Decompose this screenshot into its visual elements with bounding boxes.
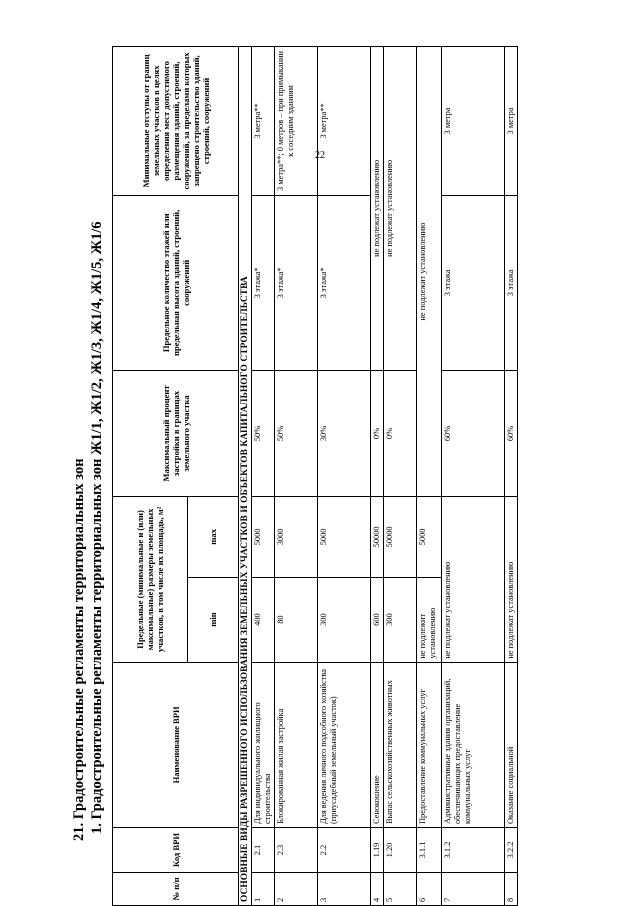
cell-min: 400: [252, 577, 275, 662]
cell-name: Административные здания организаций, обеспечивающих предоставление коммунальных услуг: [442, 662, 505, 827]
cell-setbacks: 3 метра**: [252, 47, 275, 196]
section-row: [239, 47, 252, 906]
cell-coverage: 30%: [318, 370, 371, 496]
cell-floors: 3 этажа*: [318, 195, 371, 370]
cell-num: 7: [442, 872, 505, 905]
header-min: min: [188, 577, 239, 662]
heading-sub: 1. Градостроительные регламенты территориальных зон Ж1/1, Ж1/2, Ж1/3, Ж1/4, Ж1/5, Ж1/6: [89, 221, 105, 834]
cell-minmax: не подлежат установлению: [442, 497, 505, 662]
cell-code: 1.19: [371, 828, 384, 873]
header-code: Код ВРИ: [113, 828, 239, 873]
section-title: ОСНОВНЫЕ ВИДЫ РАЗРЕШЕННОГО ИСПОЛЬЗОВАНИЯ ЗЕМЕЛЬНЫХ УЧАСТКОВ И ОБЪЕКТОВ КАПИТАЛЬНОГО СТРОИТЕЛЬСТВА: [239, 47, 252, 906]
cell-code: 3.1.1: [417, 828, 442, 873]
cell-coverage: 60%: [442, 370, 505, 496]
rotated-page-content: [70, 46, 570, 906]
cell-code: 3.2.2: [505, 828, 518, 873]
cell-code: 2.1: [252, 828, 275, 873]
cell-name: Выпас сельскохозяйственных животных: [384, 662, 417, 827]
table-row: [384, 47, 417, 906]
table-row: [318, 47, 371, 906]
heading-main: 21. Градостроительные регламенты территориальных зон: [71, 458, 87, 841]
cell-setbacks: 3 метра: [442, 47, 505, 196]
header-num: № п/п: [113, 872, 239, 905]
cell-floors: 3 этажа*: [275, 195, 318, 370]
cell-num: 8: [505, 872, 518, 905]
page-number: 22: [315, 150, 325, 161]
table-row: [505, 47, 518, 906]
cell-floors-setbacks: не подлежат установлению: [384, 47, 417, 371]
regulations-table: [112, 46, 518, 906]
cell-name: Сенокошение: [371, 662, 384, 827]
cell-max: 3000: [275, 497, 318, 577]
cell-max: 5000: [417, 497, 442, 577]
cell-name: Блокированная жилая застройка: [275, 662, 318, 827]
header-setbacks: Минимальные отступы от границ земельных участков в целях определения мест допустимого размещения зданий, строений, сооружений, за пределами которых запрещено строительство зданий, строений, сооружений: [113, 47, 239, 196]
cell-num: 1: [252, 872, 275, 905]
cell-code: 2.2: [318, 828, 371, 873]
cell-floors: 3 этажа: [442, 195, 505, 370]
cell-max: 5000: [252, 497, 275, 577]
cell-floors: 3 этажа: [505, 195, 518, 370]
cell-name: Для ведения личного подсобного хозяйства (приусадебный земельный участок): [318, 662, 371, 827]
cell-setbacks: 3 метра: [505, 47, 518, 196]
header-name: Наименование ВРИ: [113, 662, 239, 827]
cell-code: 2.3: [275, 828, 318, 873]
cell-min: 600: [371, 577, 384, 662]
cell-num: 4: [371, 872, 384, 905]
header-area: Предельные (минимальные и (или) максимальные) размеры земельных участков, в том числе их площадь, м²: [113, 497, 188, 662]
header-max: max: [188, 497, 239, 577]
cell-minmax: не подлежат установлению: [505, 497, 518, 662]
cell-coverage: 50%: [252, 370, 275, 496]
cell-floors-setbacks: не подлежат установлению: [371, 47, 384, 371]
cell-num: 3: [318, 872, 371, 905]
cell-floors: 3 этажа*: [252, 195, 275, 370]
cell-coverage: 60%: [505, 370, 518, 496]
header-row: [113, 47, 188, 906]
table-row: [275, 47, 318, 906]
cell-setbacks: 3 метра**: [318, 47, 371, 196]
cell-min: 80: [275, 577, 318, 662]
cell-coverage: 0%: [384, 370, 417, 496]
header-floors: Предельное количество этажей или предельная высота зданий, строений, сооружений: [113, 195, 239, 370]
cell-setbacks: 3 метра**; 0 метров – при примыкании к соседним зданиям: [275, 47, 318, 196]
table-row: [371, 47, 384, 906]
cell-name: Оказание социальной: [505, 662, 518, 827]
cell-max: 5000: [318, 497, 371, 577]
cell-code: 1.20: [384, 828, 417, 873]
cell-coverage: 0%: [371, 370, 384, 496]
cell-coverage: 50%: [275, 370, 318, 496]
table-row: [442, 47, 505, 906]
cell-num: 5: [384, 872, 417, 905]
cell-max: 50000: [384, 497, 417, 577]
cell-code: 3.1.2: [442, 828, 505, 873]
cell-name: Для индивидуального жилищного строительства: [252, 662, 275, 827]
cell-min: 300: [384, 577, 417, 662]
cell-min: не подлежит установлению: [417, 577, 442, 662]
cell-name: Предоставление коммунальных услуг: [417, 662, 442, 827]
header-coverage: Максимальный процент застройки в границах земельного участка: [113, 370, 239, 496]
cell-max: 50000: [371, 497, 384, 577]
cell-min: 300: [318, 577, 371, 662]
table-row: [252, 47, 275, 906]
cell-num: 2: [275, 872, 318, 905]
table-row: [417, 47, 442, 906]
cell-num: 6: [417, 872, 442, 905]
cell-rest: не подлежит установлению: [417, 47, 442, 497]
